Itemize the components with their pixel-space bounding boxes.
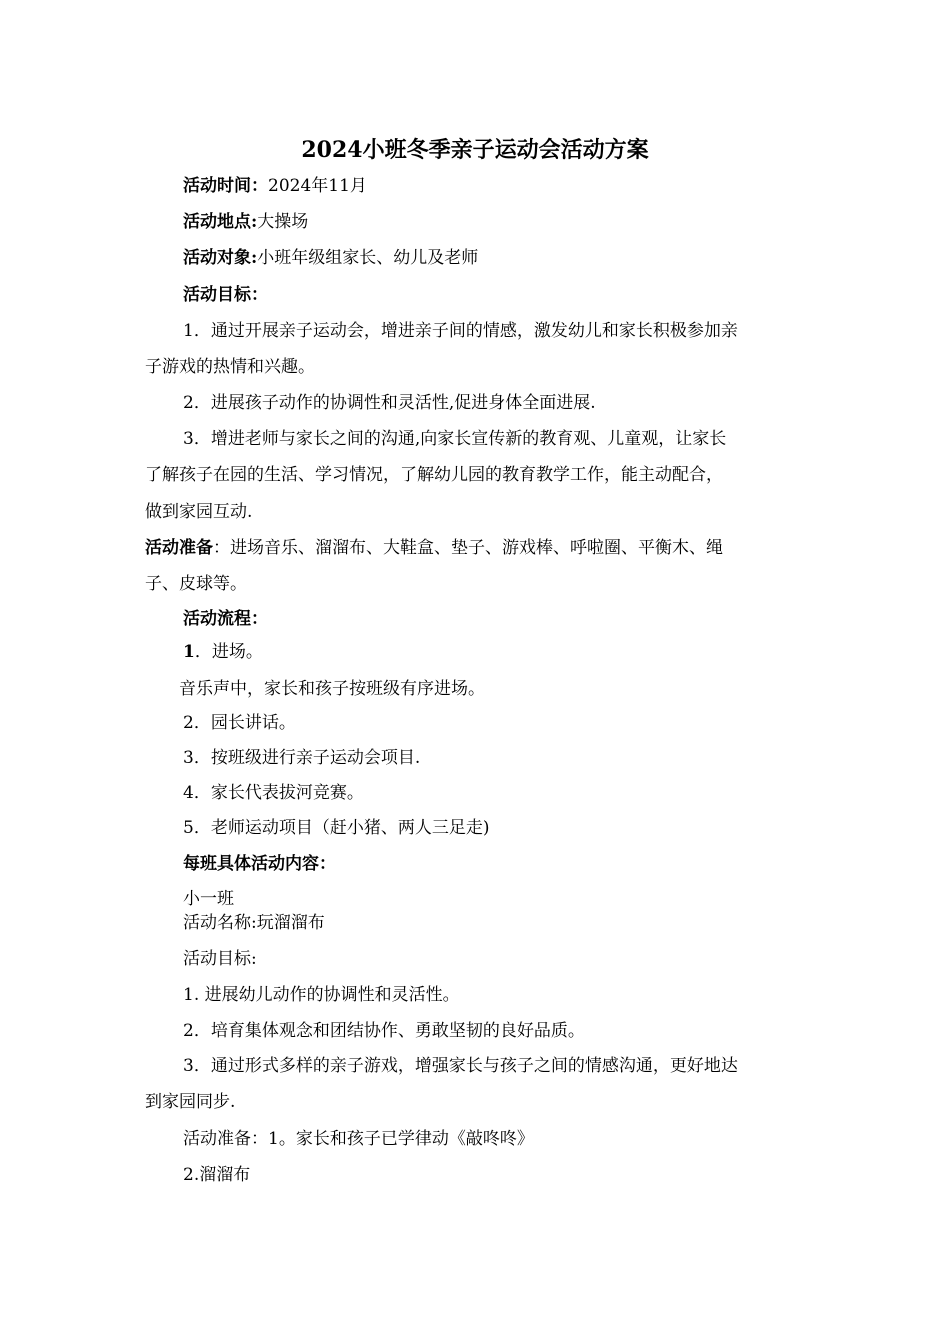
flow-step-2: 2．园长讲话。 <box>183 713 296 733</box>
class-goal-2: 2．培育集体观念和团结协作、勇敢坚韧的良好品质。 <box>183 1021 585 1041</box>
flow-step-4: 4．家长代表拔河竞赛。 <box>183 783 364 803</box>
flow-step-1-number: 1 <box>183 642 195 662</box>
activity-place-value: 大操场 <box>257 212 309 232</box>
class-goals-label: 活动目标: <box>183 949 257 969</box>
activity-target-label: 活动对象: <box>183 248 258 268</box>
preparation-line-2: 子、皮球等。 <box>145 574 247 594</box>
class-activities-heading: 每班具体活动内容： <box>183 854 336 874</box>
goal-2: 2．进展孩子动作的协调性和灵活性,促进身体全面进展. <box>183 393 596 413</box>
flow-step-3: 3．按班级进行亲子运动会项目. <box>183 748 421 768</box>
goal-3-line-3: 做到家园互动. <box>145 502 253 522</box>
preparation-items: ：进场音乐、溜溜布、大鞋盒、垫子、游戏棒、呼啦圈、平衡木、绳 <box>213 538 723 558</box>
activity-place <box>183 209 308 235</box>
document-title: 2024小班冬季亲子运动会活动方案 <box>301 137 649 163</box>
class-preparation-1: 活动准备：1。家长和孩子已学律动《敲咚咚》 <box>183 1129 534 1149</box>
flow-step-1-desc: 音乐声中，家长和孩子按班级有序进场。 <box>179 679 485 699</box>
activity-place-label: 活动地点: <box>183 212 258 232</box>
activity-time-label: 活动时间： <box>183 176 268 196</box>
goal-3-line-2: 了解孩子在园的生活、学习情况，了解幼儿园的教育教学工作，能主动配合， <box>145 465 723 485</box>
goal-3-line-1: 3．增进老师与家长之间的沟通,向家长宣传新的教育观、儿童观，让家长 <box>183 429 727 449</box>
class-goal-1: 1. 进展幼儿动作的协调性和灵活性。 <box>183 985 460 1005</box>
flow-heading: 活动流程： <box>183 609 268 629</box>
class-preparation-2: 2.溜溜布 <box>183 1165 251 1185</box>
activity-target-value: 小班年级组家长、幼儿及老师 <box>257 248 479 268</box>
preparation-line-1 <box>145 535 723 561</box>
flow-step-1 <box>183 639 263 665</box>
goal-1-line-2: 子游戏的热情和兴趣。 <box>145 357 315 377</box>
activity-target <box>183 245 478 271</box>
preparation-label: 活动准备 <box>145 538 213 558</box>
flow-step-5: 5．老师运动项目（赶小猪、两人三足走) <box>183 818 490 838</box>
goals-heading: 活动目标： <box>183 285 268 305</box>
class-name: 小一班 <box>183 889 234 909</box>
goal-1-line-1: 1．通过开展亲子运动会，增进亲子间的情感，激发幼儿和家长积极参加亲 <box>183 321 738 341</box>
activity-name: 活动名称:玩溜溜布 <box>183 913 325 933</box>
activity-time <box>183 173 367 199</box>
flow-step-1-text: ．进场。 <box>194 642 263 662</box>
class-goal-3-line-1: 3．通过形式多样的亲子游戏，增强家长与孩子之间的情感沟通，更好地达 <box>183 1056 738 1076</box>
class-goal-3-line-2: 到家园同步. <box>145 1092 236 1112</box>
activity-time-value: 2024年11月 <box>268 176 367 196</box>
